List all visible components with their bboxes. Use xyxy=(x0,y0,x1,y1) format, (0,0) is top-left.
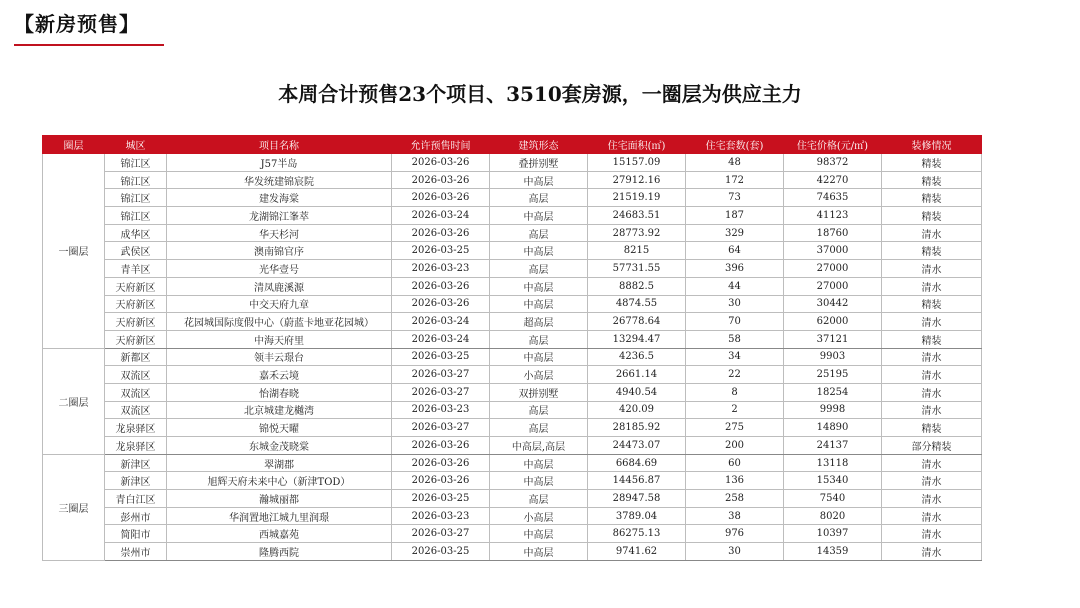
cell-decoration: 清水 xyxy=(882,543,982,561)
cell-units: 976 xyxy=(686,525,784,543)
cell-building-type: 双拼别墅 xyxy=(490,383,588,401)
cell-presale-date: 2026-03-25 xyxy=(392,348,490,366)
table-row xyxy=(43,330,982,348)
cell-building-type: 中高层 xyxy=(490,295,588,313)
cell-decoration: 精装 xyxy=(882,207,982,225)
cell-presale-date: 2026-03-27 xyxy=(392,419,490,437)
cell-project-name: 建发海棠 xyxy=(167,189,392,207)
cell-units: 258 xyxy=(686,490,784,508)
cell-district: 天府新区 xyxy=(105,313,167,331)
cell-presale-date: 2026-03-26 xyxy=(392,295,490,313)
cell-presale-date: 2026-03-26 xyxy=(392,454,490,472)
cell-units: 70 xyxy=(686,313,784,331)
cell-units: 22 xyxy=(686,366,784,384)
cell-district: 锦江区 xyxy=(105,207,167,225)
cell-units: 2 xyxy=(686,401,784,419)
cell-district: 青羊区 xyxy=(105,260,167,278)
cell-area: 3789.04 xyxy=(588,507,686,525)
cell-district: 双流区 xyxy=(105,366,167,384)
cell-area: 24683.51 xyxy=(588,207,686,225)
cell-project-name: 旭辉天府未来中心（新津TOD） xyxy=(167,472,392,490)
cell-price: 42270 xyxy=(784,171,882,189)
cell-project-name: 瀚城丽都 xyxy=(167,490,392,508)
cell-ring: 一圈层 xyxy=(43,154,105,349)
cell-decoration: 清水 xyxy=(882,490,982,508)
cell-price: 27000 xyxy=(784,260,882,278)
cell-building-type: 高层 xyxy=(490,490,588,508)
cell-district: 成华区 xyxy=(105,224,167,242)
cell-price: 37121 xyxy=(784,330,882,348)
cell-units: 30 xyxy=(686,543,784,561)
cell-decoration: 清水 xyxy=(882,366,982,384)
cell-decoration: 精装 xyxy=(882,242,982,260)
cell-price: 25195 xyxy=(784,366,882,384)
cell-decoration: 清水 xyxy=(882,507,982,525)
cell-project-name: 领丰云璟台 xyxy=(167,348,392,366)
cell-price: 41123 xyxy=(784,207,882,225)
cell-area: 14456.87 xyxy=(588,472,686,490)
cell-price: 24137 xyxy=(784,437,882,455)
cell-units: 329 xyxy=(686,224,784,242)
cell-building-type: 中高层 xyxy=(490,525,588,543)
cell-building-type: 中高层 xyxy=(490,277,588,295)
cell-decoration: 精装 xyxy=(882,189,982,207)
table-row xyxy=(43,295,982,313)
cell-project-name: 清凤鹿溪源 xyxy=(167,277,392,295)
cell-units: 200 xyxy=(686,437,784,455)
table-row xyxy=(43,348,982,366)
cell-project-name: 翠湖郡 xyxy=(167,454,392,472)
cell-area: 4874.55 xyxy=(588,295,686,313)
cell-price: 10397 xyxy=(784,525,882,543)
cell-area: 28185.92 xyxy=(588,419,686,437)
cell-building-type: 高层 xyxy=(490,401,588,419)
cell-presale-date: 2026-03-26 xyxy=(392,171,490,189)
cell-presale-date: 2026-03-27 xyxy=(392,525,490,543)
cell-decoration: 清水 xyxy=(882,260,982,278)
cell-units: 30 xyxy=(686,295,784,313)
cell-price: 98372 xyxy=(784,154,882,172)
cell-units: 275 xyxy=(686,419,784,437)
table-header-row xyxy=(43,136,982,154)
table-row xyxy=(43,472,982,490)
cell-units: 187 xyxy=(686,207,784,225)
table-row xyxy=(43,154,982,172)
cell-district: 新都区 xyxy=(105,348,167,366)
cell-building-type: 高层 xyxy=(490,260,588,278)
cell-project-name: 中交天府九章 xyxy=(167,295,392,313)
cell-building-type: 中高层 xyxy=(490,348,588,366)
presale-table xyxy=(42,135,982,561)
cell-units: 172 xyxy=(686,171,784,189)
table-row xyxy=(43,437,982,455)
cell-area: 15157.09 xyxy=(588,154,686,172)
table-body xyxy=(43,154,982,561)
cell-district: 锦江区 xyxy=(105,171,167,189)
cell-area: 27912.16 xyxy=(588,171,686,189)
cell-project-name: 华天杉河 xyxy=(167,224,392,242)
table-row xyxy=(43,242,982,260)
cell-district: 天府新区 xyxy=(105,295,167,313)
cell-district: 崇州市 xyxy=(105,543,167,561)
cell-district: 龙泉驿区 xyxy=(105,419,167,437)
cell-decoration: 精装 xyxy=(882,154,982,172)
cell-decoration: 精装 xyxy=(882,419,982,437)
cell-building-type: 高层 xyxy=(490,419,588,437)
cell-district: 彭州市 xyxy=(105,507,167,525)
table-row xyxy=(43,224,982,242)
cell-area: 4940.54 xyxy=(588,383,686,401)
header-units: 住宅套数(套) xyxy=(686,136,784,154)
cell-price: 8020 xyxy=(784,507,882,525)
cell-project-name: 怡湖春晓 xyxy=(167,383,392,401)
cell-area: 420.09 xyxy=(588,401,686,419)
cell-district: 天府新区 xyxy=(105,277,167,295)
cell-units: 38 xyxy=(686,507,784,525)
table-row xyxy=(43,366,982,384)
cell-presale-date: 2026-03-25 xyxy=(392,490,490,508)
cell-units: 60 xyxy=(686,454,784,472)
cell-price: 18254 xyxy=(784,383,882,401)
table-row xyxy=(43,525,982,543)
cell-building-type: 中高层 xyxy=(490,242,588,260)
cell-presale-date: 2026-03-23 xyxy=(392,260,490,278)
cell-project-name: 光华壹号 xyxy=(167,260,392,278)
cell-decoration: 清水 xyxy=(882,313,982,331)
table-row xyxy=(43,171,982,189)
cell-presale-date: 2026-03-25 xyxy=(392,242,490,260)
cell-decoration: 清水 xyxy=(882,401,982,419)
cell-building-type: 高层 xyxy=(490,330,588,348)
cell-project-name: 隆腾西院 xyxy=(167,543,392,561)
cell-building-type: 小高层 xyxy=(490,366,588,384)
cell-district: 锦江区 xyxy=(105,154,167,172)
cell-building-type: 超高层 xyxy=(490,313,588,331)
cell-price: 9998 xyxy=(784,401,882,419)
cell-presale-date: 2026-03-26 xyxy=(392,189,490,207)
cell-district: 青白江区 xyxy=(105,490,167,508)
cell-area: 6684.69 xyxy=(588,454,686,472)
cell-project-name: J57半岛 xyxy=(167,154,392,172)
cell-decoration: 清水 xyxy=(882,383,982,401)
header-presale-date: 允许预售时间 xyxy=(392,136,490,154)
cell-project-name: 嘉禾云境 xyxy=(167,366,392,384)
cell-decoration: 清水 xyxy=(882,348,982,366)
cell-project-name: 花园城国际度假中心（蔚蓝卡地亚花园城） xyxy=(167,313,392,331)
cell-units: 48 xyxy=(686,154,784,172)
cell-area: 13294.47 xyxy=(588,330,686,348)
header-district: 城区 xyxy=(105,136,167,154)
cell-building-type: 叠拼别墅 xyxy=(490,154,588,172)
header-decoration: 装修情况 xyxy=(882,136,982,154)
cell-presale-date: 2026-03-26 xyxy=(392,277,490,295)
table-row xyxy=(43,454,982,472)
cell-project-name: 澳南锦官序 xyxy=(167,242,392,260)
cell-decoration: 清水 xyxy=(882,472,982,490)
cell-presale-date: 2026-03-27 xyxy=(392,383,490,401)
cell-district: 武侯区 xyxy=(105,242,167,260)
cell-building-type: 中高层 xyxy=(490,454,588,472)
cell-units: 44 xyxy=(686,277,784,295)
cell-units: 8 xyxy=(686,383,784,401)
cell-area: 8882.5 xyxy=(588,277,686,295)
cell-project-name: 华发统建锦宸院 xyxy=(167,171,392,189)
cell-district: 锦江区 xyxy=(105,189,167,207)
cell-presale-date: 2026-03-23 xyxy=(392,401,490,419)
cell-project-name: 西城嘉苑 xyxy=(167,525,392,543)
cell-decoration: 清水 xyxy=(882,454,982,472)
cell-presale-date: 2026-03-24 xyxy=(392,207,490,225)
header-building-type: 建筑形态 xyxy=(490,136,588,154)
cell-project-name: 锦悦天曜 xyxy=(167,419,392,437)
cell-project-name: 华润置地江城九里润璟 xyxy=(167,507,392,525)
cell-project-name: 中海天府里 xyxy=(167,330,392,348)
table-row xyxy=(43,490,982,508)
table-row xyxy=(43,260,982,278)
cell-price: 62000 xyxy=(784,313,882,331)
cell-district: 新津区 xyxy=(105,472,167,490)
cell-area: 28947.58 xyxy=(588,490,686,508)
cell-building-type: 中高层 xyxy=(490,543,588,561)
cell-area: 4236.5 xyxy=(588,348,686,366)
cell-price: 14359 xyxy=(784,543,882,561)
cell-building-type: 中高层 xyxy=(490,171,588,189)
cell-decoration: 精装 xyxy=(882,330,982,348)
cell-building-type: 高层 xyxy=(490,224,588,242)
cell-ring: 二圈层 xyxy=(43,348,105,454)
cell-area: 21519.19 xyxy=(588,189,686,207)
cell-units: 396 xyxy=(686,260,784,278)
cell-presale-date: 2026-03-26 xyxy=(392,154,490,172)
cell-decoration: 清水 xyxy=(882,224,982,242)
cell-area: 2661.14 xyxy=(588,366,686,384)
cell-presale-date: 2026-03-26 xyxy=(392,437,490,455)
cell-building-type: 中高层 xyxy=(490,472,588,490)
cell-presale-date: 2026-03-23 xyxy=(392,507,490,525)
cell-building-type: 小高层 xyxy=(490,507,588,525)
cell-price: 37000 xyxy=(784,242,882,260)
table-row xyxy=(43,383,982,401)
cell-area: 86275.13 xyxy=(588,525,686,543)
cell-price: 30442 xyxy=(784,295,882,313)
cell-price: 14890 xyxy=(784,419,882,437)
cell-district: 龙泉驿区 xyxy=(105,437,167,455)
cell-area: 8215 xyxy=(588,242,686,260)
table-row xyxy=(43,401,982,419)
cell-project-name: 东城金茂晓棠 xyxy=(167,437,392,455)
table-row xyxy=(43,189,982,207)
cell-price: 74635 xyxy=(784,189,882,207)
table-row xyxy=(43,419,982,437)
header-price: 住宅价格(元/㎡) xyxy=(784,136,882,154)
cell-decoration: 精装 xyxy=(882,295,982,313)
cell-district: 天府新区 xyxy=(105,330,167,348)
cell-project-name: 北京城建龙樾湾 xyxy=(167,401,392,419)
cell-units: 58 xyxy=(686,330,784,348)
table-row xyxy=(43,207,982,225)
table-row xyxy=(43,313,982,331)
cell-building-type: 中高层,高层 xyxy=(490,437,588,455)
cell-decoration: 精装 xyxy=(882,171,982,189)
header-area: 住宅面积(㎡) xyxy=(588,136,686,154)
cell-building-type: 高层 xyxy=(490,189,588,207)
cell-units: 136 xyxy=(686,472,784,490)
section-title: 【新房预售】 xyxy=(14,12,140,36)
cell-price: 18760 xyxy=(784,224,882,242)
cell-district: 简阳市 xyxy=(105,525,167,543)
cell-area: 9741.62 xyxy=(588,543,686,561)
cell-ring: 三圈层 xyxy=(43,454,105,560)
cell-building-type: 中高层 xyxy=(490,207,588,225)
cell-presale-date: 2026-03-24 xyxy=(392,313,490,331)
header-ring: 圈层 xyxy=(43,136,105,154)
cell-price: 13118 xyxy=(784,454,882,472)
table-row xyxy=(43,277,982,295)
header-project-name: 项目名称 xyxy=(167,136,392,154)
cell-price: 15340 xyxy=(784,472,882,490)
cell-price: 27000 xyxy=(784,277,882,295)
title-underline xyxy=(14,44,164,46)
cell-area: 24473.07 xyxy=(588,437,686,455)
table-row xyxy=(43,543,982,561)
cell-presale-date: 2026-03-24 xyxy=(392,330,490,348)
cell-project-name: 龙湖锦江峯萃 xyxy=(167,207,392,225)
cell-area: 57731.55 xyxy=(588,260,686,278)
cell-decoration: 清水 xyxy=(882,277,982,295)
cell-price: 7540 xyxy=(784,490,882,508)
table-row xyxy=(43,507,982,525)
cell-units: 34 xyxy=(686,348,784,366)
cell-decoration: 部分精装 xyxy=(882,437,982,455)
cell-price: 9903 xyxy=(784,348,882,366)
cell-area: 26778.64 xyxy=(588,313,686,331)
cell-presale-date: 2026-03-26 xyxy=(392,472,490,490)
cell-district: 双流区 xyxy=(105,383,167,401)
cell-district: 双流区 xyxy=(105,401,167,419)
cell-presale-date: 2026-03-25 xyxy=(392,543,490,561)
cell-decoration: 清水 xyxy=(882,525,982,543)
cell-district: 新津区 xyxy=(105,454,167,472)
cell-units: 64 xyxy=(686,242,784,260)
cell-units: 73 xyxy=(686,189,784,207)
cell-area: 28773.92 xyxy=(588,224,686,242)
headline: 本周合计预售23个项目、3510套房源，一圈层为供应主力 xyxy=(278,82,802,106)
cell-presale-date: 2026-03-27 xyxy=(392,366,490,384)
cell-presale-date: 2026-03-26 xyxy=(392,224,490,242)
